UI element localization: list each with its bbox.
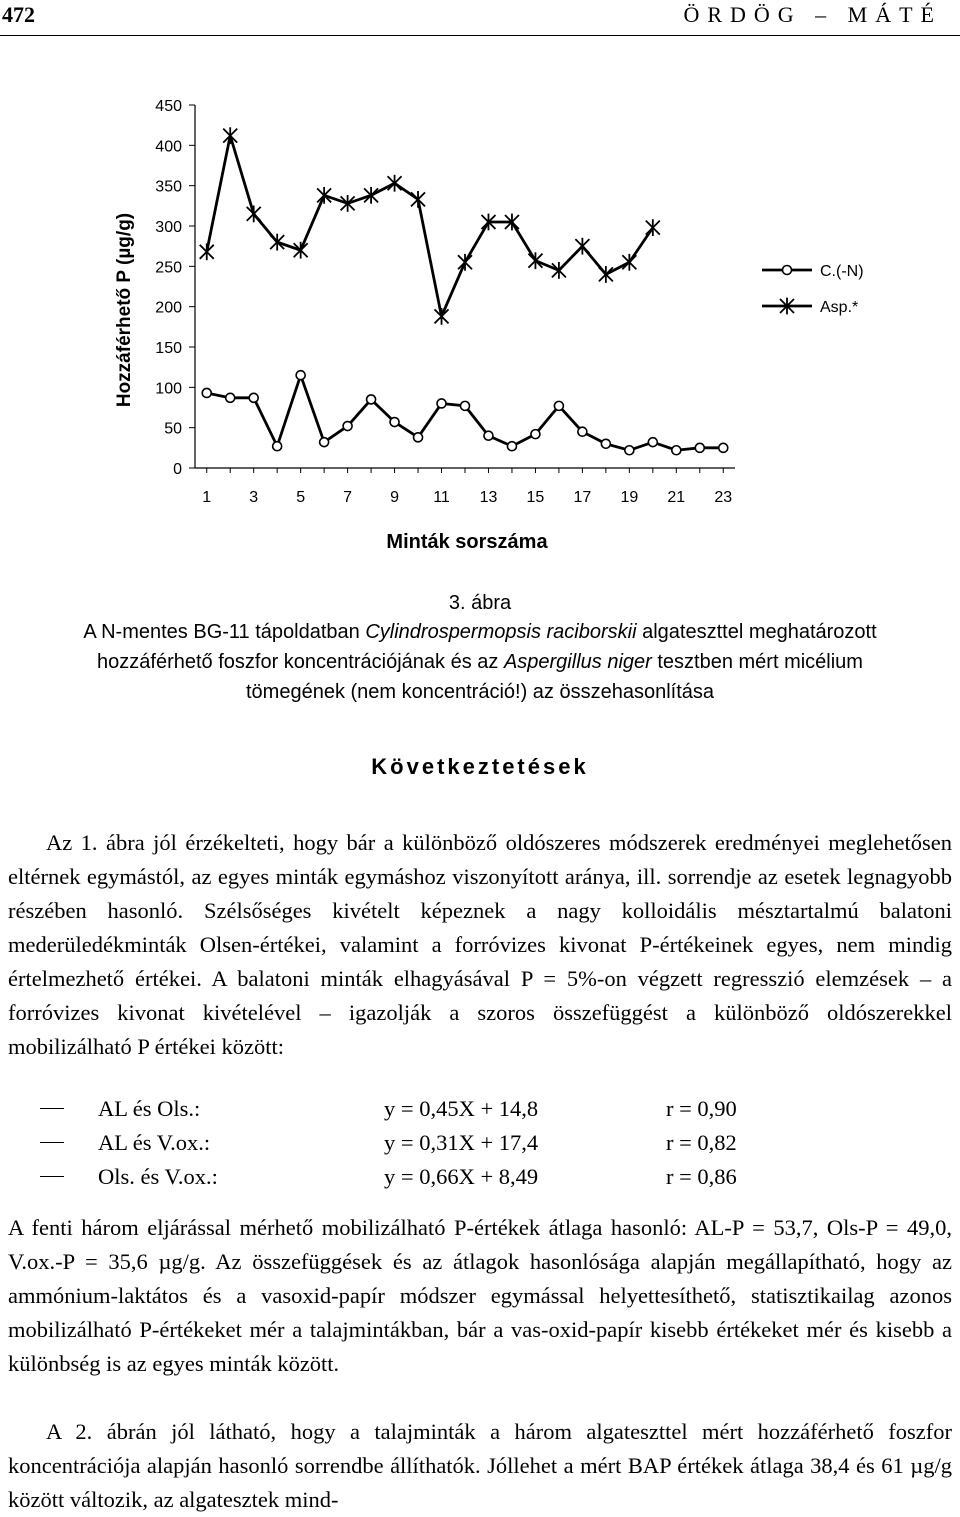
- regression-row: [0, 1160, 960, 1194]
- data-point: [296, 371, 305, 380]
- y-tick-label: 50: [164, 420, 182, 438]
- data-point: [458, 254, 472, 271]
- data-point: [625, 446, 634, 455]
- data-point: [270, 234, 284, 251]
- data-point: [552, 262, 566, 279]
- y-tick-label: 350: [155, 178, 182, 196]
- regression-r: r = 0,86: [666, 1164, 737, 1189]
- data-point: [247, 206, 261, 223]
- data-point: [273, 442, 282, 451]
- section-title: Következtetések: [371, 754, 589, 779]
- x-tick-label: 23: [714, 489, 733, 506]
- x-tick-label: 9: [390, 489, 400, 506]
- line-chart: [0, 80, 960, 570]
- data-point: [200, 243, 214, 260]
- data-point: [343, 422, 352, 431]
- data-point: [435, 308, 449, 325]
- data-point: [575, 238, 589, 255]
- regression-r: r = 0,82: [666, 1130, 737, 1155]
- x-tick-label: 11: [433, 489, 450, 506]
- data-point: [364, 187, 378, 204]
- data-point: [601, 439, 610, 448]
- x-tick-label: 3: [249, 489, 259, 506]
- regression-row: [0, 1126, 960, 1160]
- data-point: [783, 266, 792, 275]
- y-tick-label: 200: [155, 299, 182, 317]
- series-line: [207, 375, 724, 450]
- regression-formula: y = 0,66X + 8,49: [384, 1164, 539, 1189]
- regression-label: AL és Ols.:: [98, 1096, 201, 1121]
- x-tick-label: 13: [479, 489, 498, 506]
- paragraph-3: A 2. ábrán jól látható, hogy a talajminták a három algateszttel mért hozzáférhető foszfor koncentrációja alapján hasonló sorrendbe állíthatók. Jóllehet a mért BAP értékek átlaga 38,4 és 61 µg/g között változik, az algatesztek mind-: [8, 1419, 952, 1512]
- data-point: [202, 388, 211, 397]
- data-point: [367, 395, 376, 404]
- data-point: [294, 242, 308, 259]
- data-point: [249, 393, 258, 402]
- regression-label: Ols. és V.ox.:: [98, 1164, 218, 1189]
- regression-label: AL és V.ox.:: [98, 1130, 211, 1155]
- data-point: [341, 195, 355, 212]
- data-point: [578, 427, 587, 436]
- y-tick-label: 300: [155, 219, 182, 236]
- data-point: [484, 431, 493, 440]
- dash-bullet: [40, 1108, 64, 1109]
- legend-label: Asp.*: [820, 299, 859, 316]
- legend-label: C.(-N): [820, 263, 864, 280]
- data-point: [531, 430, 540, 439]
- data-point: [507, 442, 516, 451]
- data-point: [320, 438, 329, 447]
- x-tick-label: 21: [667, 489, 686, 506]
- data-point: [411, 191, 425, 208]
- data-point: [388, 175, 402, 192]
- data-point: [719, 443, 728, 452]
- series-line: [207, 136, 653, 317]
- caption-line-3: tömegének (nem koncentráció!) az összehasonlítása: [245, 681, 715, 703]
- paragraph-1: Az 1. ábra jól érzékelteti, hogy bár a különböző oldószeres módszerek eredményei meglehetősen eltérnek egymástól, az egyes minták egymáshoz viszonyított aránya, ill. sorrendje az esetek legnagyobb részében hasonló. Szélsőséges kivételt képeznek a nagy kolloidális mésztartalmú balatoni mederüledékminták Olsen-értékei, valamint a forróvizes kivonat P-értékeinek egyes, nem mindig értelmezhető értékei. A balatoni minták elhagyásával P = 5%-on végzett regresszió elemzések – a forróvizes kivonat kivételével – igazolják a szoros összefüggést a különböző oldószerekkel mobilizálható P értékei között:: [8, 830, 952, 1059]
- x-axis-label: Minták sorszáma: [386, 531, 548, 553]
- y-tick-label: 150: [155, 340, 182, 357]
- regression-r: r = 0,90: [666, 1096, 737, 1121]
- x-tick-label: 17: [573, 489, 592, 506]
- data-point: [414, 433, 423, 442]
- data-point: [437, 399, 446, 408]
- x-tick-label: 7: [343, 489, 353, 506]
- y-tick-label: 100: [155, 380, 182, 398]
- data-point: [648, 438, 657, 447]
- chart-legend: [762, 263, 864, 316]
- y-tick-label: 450: [155, 98, 182, 115]
- caption-line-2: hozzáférhető foszfor koncentrációjának és az Aspergillus niger tesztben mért micélium: [97, 651, 863, 673]
- dash-bullet: [40, 1176, 64, 1177]
- running-head: ÖRDÖG – MÁTÉ: [683, 2, 942, 27]
- regression-formula: y = 0,31X + 17,4: [384, 1130, 539, 1155]
- page-header: [0, 0, 960, 36]
- regression-formula: y = 0,45X + 14,8: [384, 1096, 539, 1121]
- data-point: [672, 446, 681, 455]
- data-point: [223, 127, 237, 144]
- regression-row: [0, 1092, 960, 1126]
- data-point: [317, 187, 331, 204]
- dash-bullet: [40, 1142, 64, 1143]
- x-tick-label: 1: [202, 489, 212, 506]
- x-tick-label: 19: [620, 489, 639, 506]
- y-axis-label: Hozzáférhető P (µg/g): [114, 212, 135, 408]
- data-point: [695, 443, 704, 452]
- x-tick-label: 15: [526, 489, 545, 506]
- page-number: 472: [2, 2, 35, 27]
- y-tick-label: 250: [155, 259, 182, 277]
- data-point: [646, 219, 660, 236]
- data-point: [390, 418, 399, 427]
- data-point: [622, 254, 636, 271]
- data-point: [461, 401, 470, 410]
- data-point: [226, 393, 235, 402]
- y-tick-label: 400: [155, 138, 182, 156]
- data-point: [554, 401, 563, 410]
- figure-number: 3. ábra: [448, 592, 512, 614]
- paragraph-2: A fenti három eljárással mérhető mobilizálható P-értékek átlaga hasonló: AL-P = 53,7, Ols-P = 49,0, V.ox.-P = 35,6 µg/g. Az összefüggések és az átlagok hasonlósága alapján megállapítható, hogy az ammónium-laktátos és a vasoxid-papír módszer egymással helyettesíthető, statisztikailag azonos mobilizálható P-értékeket mér a talajmintákban, bár a vas-oxid-papír kisebb értékeket mér és kisebb a különbség is az egyes minták között.: [8, 1215, 952, 1376]
- chart-series: [200, 127, 728, 455]
- data-point: [528, 252, 542, 269]
- data-point: [599, 266, 613, 283]
- caption-line-1: A N-mentes BG-11 tápoldatban Cylindrospermopsis raciborskii algateszttel meghatározott: [83, 621, 877, 643]
- y-tick-label: 0: [173, 461, 182, 478]
- x-tick-label: 5: [296, 489, 306, 506]
